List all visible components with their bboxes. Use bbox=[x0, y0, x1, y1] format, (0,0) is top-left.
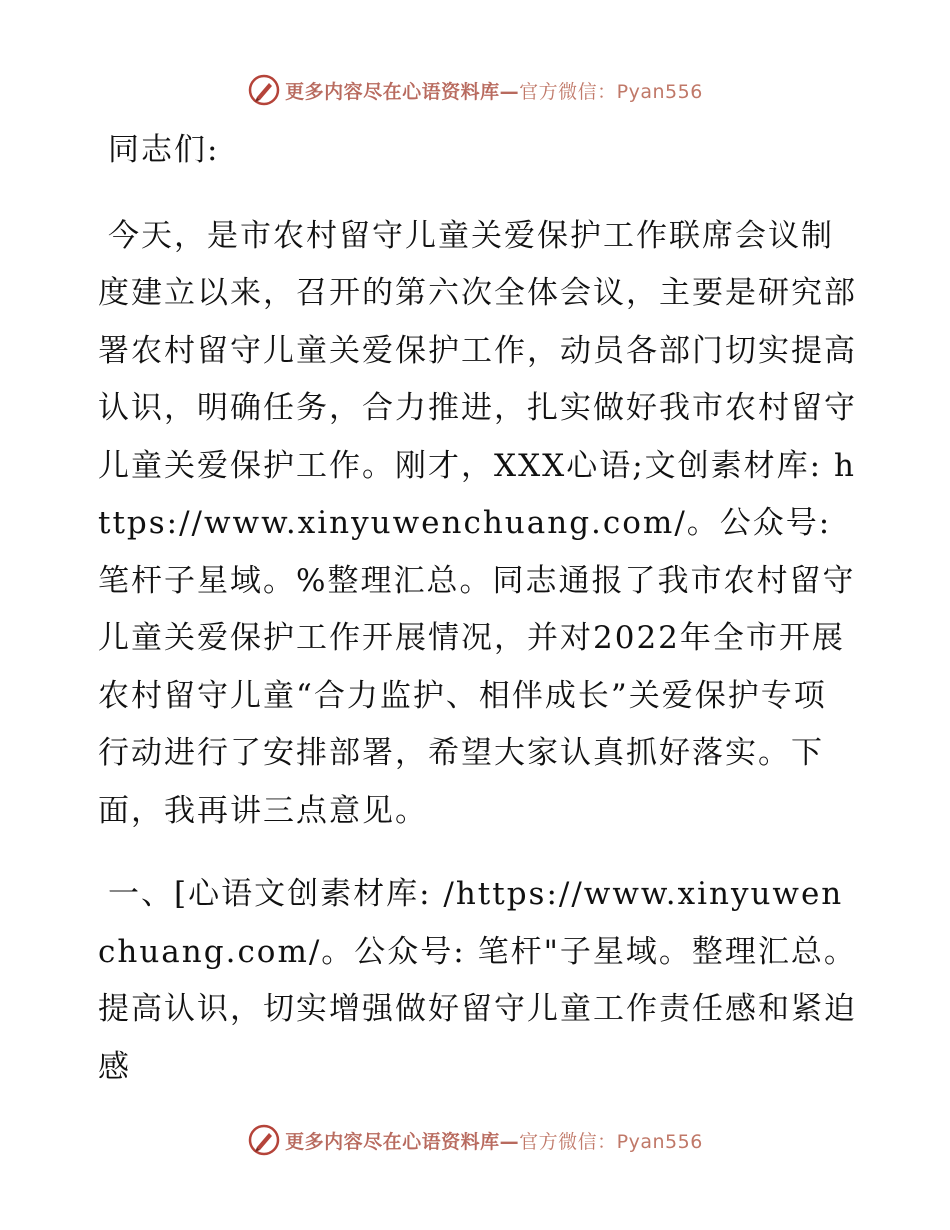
header-banner-title: 更多内容尽在心语资料库— bbox=[285, 80, 520, 103]
pen-logo-icon bbox=[247, 73, 281, 107]
header-banner-text bbox=[285, 77, 703, 104]
pen-logo-icon bbox=[247, 1123, 281, 1157]
footer-banner bbox=[0, 1120, 950, 1160]
salutation: 同志们: bbox=[108, 132, 220, 168]
footer-banner-title: 更多内容尽在心语资料库— bbox=[285, 1130, 520, 1153]
header-banner bbox=[0, 70, 950, 110]
document-body bbox=[98, 122, 858, 1096]
footer-banner-text bbox=[285, 1127, 703, 1154]
paragraph-2: 一、[心语文创素材库: /https://www.xinyuwenchuang.com/。公众号: 笔杆"子星域。整理汇总。提高认识，切实增强做好留守儿童工作责任感和紧迫感 bbox=[98, 876, 857, 1085]
header-banner-wechat: 官方微信：Pyan556 bbox=[519, 80, 703, 103]
footer-banner-wechat: 官方微信：Pyan556 bbox=[519, 1130, 703, 1153]
paragraph-1: 今天，是市农村留守儿童关爱保护工作联席会议制度建立以来，召开的第六次全体会议，主要是研究部署农村留守儿童关爱保护工作，动员各部门切实提高认识，明确任务，合力推进，扎实做好我市农村留守儿童关爱保护工作。刚才，XXX心语;文创素材库: https://www.xinyuwenchuang.com/。公众号: 笔杆子星域。%整理汇总。同志通报了我市农村留守儿童关爱保护工作开展情况，并对2022年全市开展农村留守儿童“合力监护、相伴成长”关爱保护专项行动进行了安排部署，希望大家认真抓好落实。下面，我再讲三点意见。 bbox=[98, 217, 857, 829]
